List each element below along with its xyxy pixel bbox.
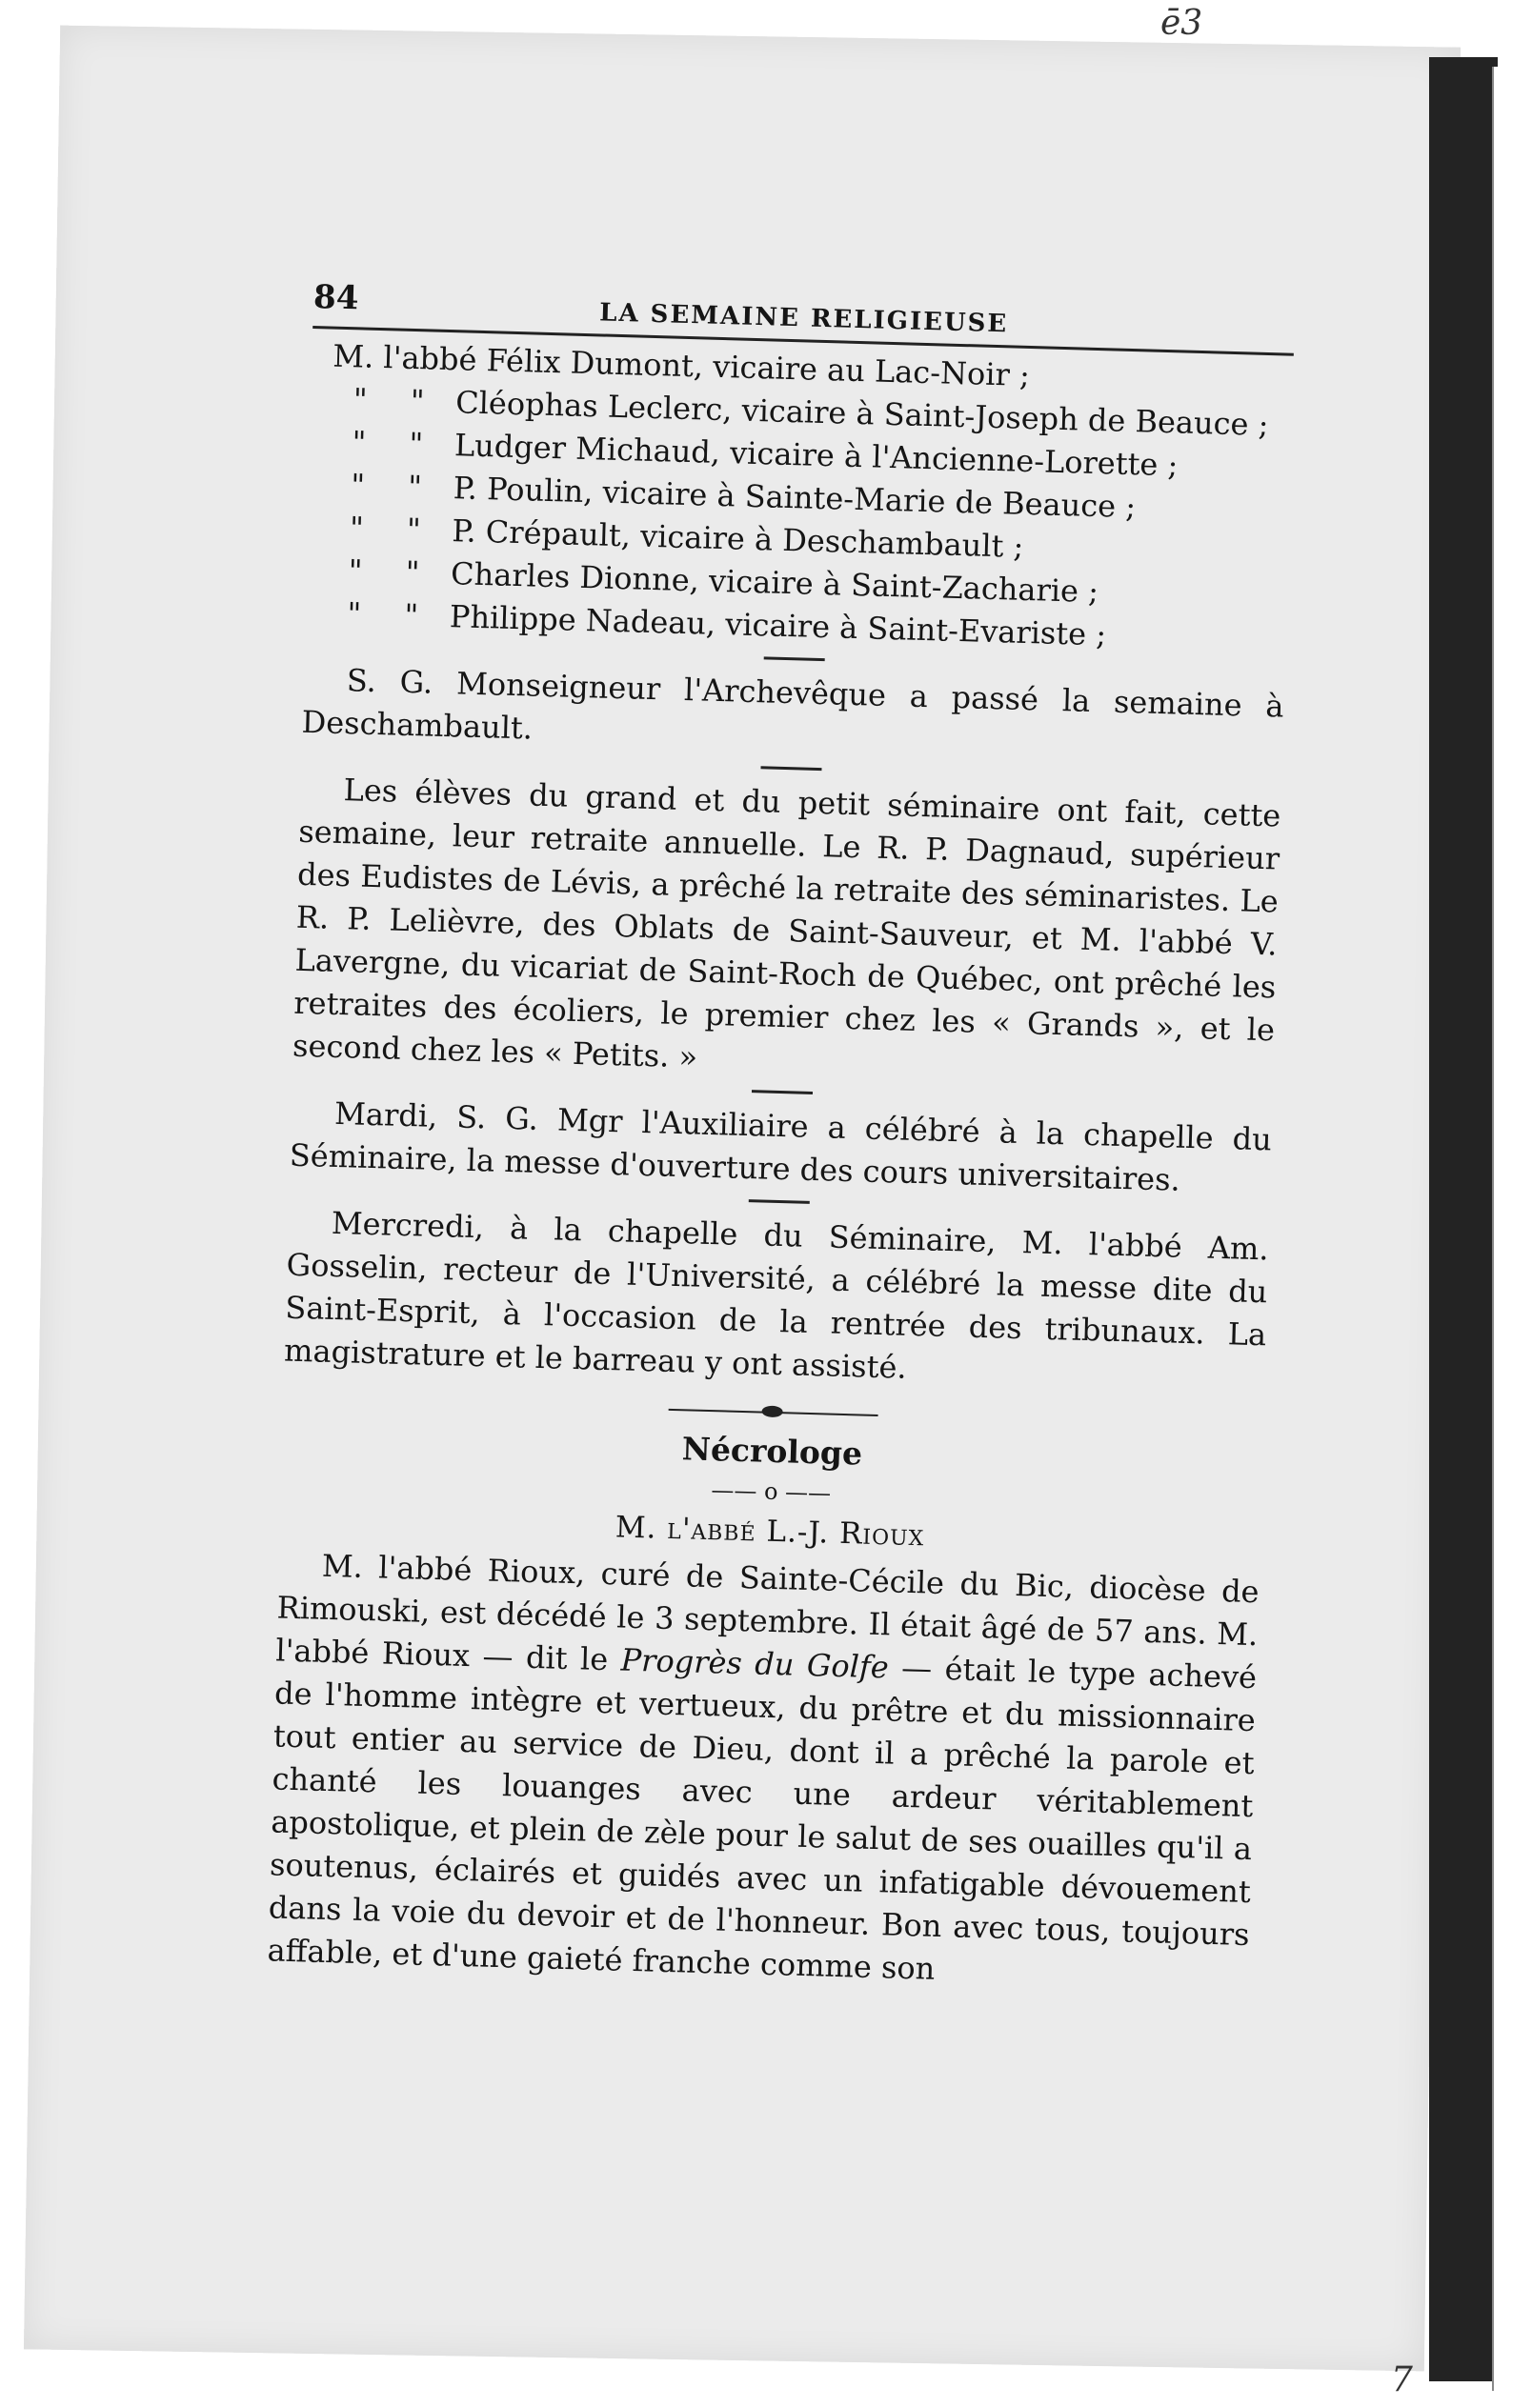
ditto-mark: " xyxy=(348,552,363,590)
appointment-text: Ludger Michaud, vicaire à l'Ancienne-Lorette ; xyxy=(454,427,1179,484)
ditto-mark: " xyxy=(407,468,423,506)
appointment-list xyxy=(304,334,1293,662)
ditto-mark: " xyxy=(350,467,366,504)
obituary-subject-name: l'abbé L.-J. Rioux xyxy=(666,1511,925,1554)
next-page-edge xyxy=(1492,67,1515,2391)
small-divider: —— o —— xyxy=(711,1476,832,1507)
ditto-mark: " xyxy=(406,511,422,549)
ditto-mark: " xyxy=(349,510,365,547)
ditto-mark: " xyxy=(408,425,424,463)
paragraph-retraite: Les élèves du grand et du petit séminaire ont fait, cette semaine, leur retraite annuelle. Le R. P. Dagnaud, supérieur des Eudistes de Lévis, a prêché la retraite des séminaristes. Le R. P. Lelièvre, des Oblats de Saint-Sauveur, et M. l'abbé V. Lavergne, du vicariat de Saint-Roch de Québec, ont prêché les retraites des écoliers, le premier chez les « Grands », et le second chez les « Petits. » xyxy=(292,772,1281,1075)
text-column xyxy=(267,267,1296,1999)
section-divider xyxy=(752,1090,813,1094)
ditto-mark: " xyxy=(403,596,419,634)
appointment-text: Charles Dionne, vicaire à Saint-Zacharie ; xyxy=(450,555,1099,611)
section-divider xyxy=(764,656,825,661)
paragraph-mercredi: Mercredi, à la chapelle du Séminaire, M. l'abbé Am. Gosselin, recteur de l'Université, a célébré la messe dite du Saint-Esprit, à l'occasion de la rentrée des tribunaux. La magistrature et le barreau y ont assisté. xyxy=(283,1204,1270,1386)
obituary-body xyxy=(267,1543,1260,1999)
obituary-body-start: M. l'abbé Rioux, curé de Sainte-Cécile du Bic, diocèse de Rimouski, est décédé le 3 septembre. Il était âgé de 57 ans. M. l'abbé Rioux — dit le xyxy=(274,1547,1260,1678)
binding-shadow xyxy=(1429,57,1498,2381)
appointment-text: P. Crépault, vicaire à Deschambault ; xyxy=(451,512,1024,565)
journal-title: LA SEMAINE RELIGIEUSE xyxy=(598,298,1009,339)
ditto-mark: " xyxy=(351,424,367,461)
section-divider xyxy=(760,766,821,771)
appointment-lead: M. l'abbé xyxy=(332,337,477,378)
appointment-text: Cléophas Leclerc, vicaire à Saint-Joseph de Beauce ; xyxy=(454,384,1269,444)
appointment-text: Félix Dumont, vicaire au Lac-Noir ; xyxy=(486,342,1031,394)
page-number: 84 xyxy=(312,277,359,318)
corner-mark-top: ē3 xyxy=(1160,4,1203,43)
obituary-subject-prefix: M. xyxy=(615,1510,657,1546)
ditto-mark: " xyxy=(346,595,362,632)
section-divider xyxy=(749,1199,810,1204)
ditto-mark: " xyxy=(410,382,425,420)
ornament-dot xyxy=(761,1406,782,1418)
ornamental-divider xyxy=(668,1400,877,1425)
paragraph-mardi: Mardi, S. G. Mgr l'Auxiliaire a célébré à la chapelle du Séminaire, la messe d'ouverture des cours universitaires. xyxy=(289,1094,1273,1198)
appointment-text: Philippe Nadeau, vicaire à Saint-Evariste ; xyxy=(449,598,1107,653)
obituary-body-rest: — était le type achevé de l'homme intègre et vertueux, du prêtre et du missionnaire tout entier au service de Dieu, dont il a prêché la parole et chanté les louanges avec une ardeur véritablement apostolique, et plein de zèle pour le salut de ses ouailles qu'il a soutenus, éclairés et guidés avec un infatigable dévouement dans la voie du devoir et de l'honneur. Bon avec tous, toujours affable, et d'une gaieté franche comme son xyxy=(267,1649,1258,1987)
ditto-mark: " xyxy=(353,381,369,418)
paragraph-archeveque: S. G. Monseigneur l'Archevêque a passé la semaine à Deschambault. xyxy=(301,662,1285,747)
ditto-mark: " xyxy=(405,553,420,592)
corner-mark-bottom: 7 xyxy=(1391,2360,1413,2399)
newspaper-title: Progrès du Golfe xyxy=(620,1641,890,1686)
appointment-text: P. Poulin, vicaire à Sainte-Marie de Beauce ; xyxy=(453,470,1137,526)
section-title-necrologe: Nécrologe xyxy=(681,1430,863,1473)
